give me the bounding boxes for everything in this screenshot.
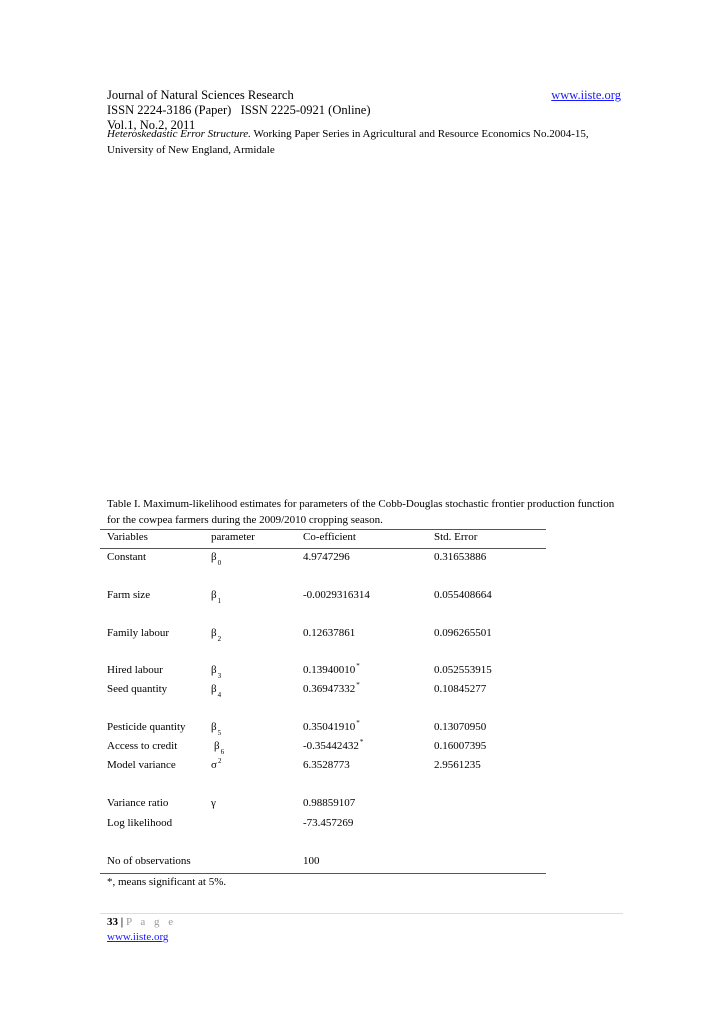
coefficient-value: 4.9747296 [303,551,350,563]
parameter-symbol: β [211,683,217,695]
coefficient-value: -73.457269 [303,817,354,829]
coefficient-value: 0.36947332 [303,683,356,695]
parameter-subscript: 4 [217,691,222,699]
row-parameter [211,589,220,603]
parameter-subscript: 2 [217,635,222,643]
row-coefficient [303,683,359,697]
volume-line: Vol.1, No.2, 2011 [107,118,196,132]
row-parameter [211,664,220,678]
row-variable: Constant [107,551,147,563]
table-top-rule [100,529,546,530]
row-parameter [211,551,220,565]
row-std-error: 0.13070950 [434,721,487,733]
coefficient-value: 0.12637861 [303,627,356,639]
coefficient-value: -0.35442432 [303,740,359,752]
row-coefficient [303,721,359,735]
row-coefficient [303,855,320,868]
row-variable: Log likelihood [107,817,173,829]
significance-mark: * [359,738,364,746]
row-parameter [211,683,220,697]
issn-line: ISSN 2224-3186 (Paper) ISSN 2225-0921 (Online) [107,103,371,117]
row-variable: Hired labour [107,664,163,676]
parameter-symbol: β [211,589,217,601]
row-variable: Farm size [107,589,151,601]
parameter-superscript: 2 [217,757,222,765]
reference-title: Heteroskedastic Error Structure. [107,128,251,140]
coefficient-value: 6.3528773 [303,759,350,771]
significance-mark: * [356,719,360,727]
row-variable: Access to credit [107,740,178,752]
parameter-symbol: β [211,551,217,563]
parameter-symbol: β [211,627,217,639]
row-variable: Model variance [107,759,176,771]
header-std-error: Std. Error [434,531,478,543]
table-footnote: *, means significant at 5%. [107,876,227,888]
row-parameter [211,759,220,773]
parameter-subscript: 0 [217,559,222,567]
reference-rest: Working Paper Series in Agricultural and Resource Economics No.2004-15, University of New England, Armidale [107,128,589,156]
row-std-error: 0.10845277 [434,683,487,695]
parameter-subscript: 3 [217,672,222,680]
row-parameter [214,740,223,754]
page-number [107,916,176,928]
coefficient-value: -0.0029316314 [303,589,370,601]
parameter-subscript: 5 [217,729,222,737]
coefficient-value: 0.98859107 [303,797,356,809]
coefficient-value: 0.35041910 [303,721,356,733]
row-variable: Variance ratio [107,797,169,809]
parameter-subscript: 1 [217,597,222,605]
row-parameter [211,721,220,735]
row-coefficient [303,551,350,564]
table-bottom-rule [100,873,546,874]
row-variable: Family labour [107,627,170,639]
row-std-error: 0.096265501 [434,627,492,639]
row-std-error: 0.31653886 [434,551,487,563]
footer-site-link[interactable]: www.iiste.org [107,931,169,943]
row-std-error: 0.055408664 [434,589,492,601]
page-number-value: 33 [107,916,118,928]
parameter-symbol: β [211,721,217,733]
reference-text [107,126,623,158]
coefficient-value: 100 [303,855,320,867]
parameter-subscript: 6 [220,748,225,756]
footer-divider [100,913,623,914]
parameter-symbol: β [214,740,220,752]
header-variables: Variables [107,531,148,543]
row-std-error: 2.9561235 [434,759,481,771]
page-word: P a g e [125,916,177,928]
row-coefficient [303,664,359,678]
table-header-rule [100,548,546,549]
page-separator: | [118,916,126,928]
row-coefficient [303,759,350,772]
header-parameter: parameter [211,531,255,543]
header-coefficient: Co-efficient [303,531,356,543]
row-coefficient [303,817,353,830]
row-variable: Seed quantity [107,683,168,695]
parameter-symbol: γ [211,797,216,809]
journal-url-link[interactable]: www.iiste.org [551,88,621,102]
parameter-symbol: σ [211,759,217,771]
row-variable: No of observations [107,855,191,867]
parameter-symbol: β [211,664,217,676]
row-coefficient [303,589,370,602]
journal-title: Journal of Natural Sciences Research [107,88,294,102]
coefficient-value: 0.13940010 [303,664,356,676]
row-variable: Pesticide quantity [107,721,186,733]
row-coefficient [303,797,355,810]
row-parameter [211,627,220,641]
significance-mark: * [356,681,360,689]
row-std-error: 0.16007395 [434,740,487,752]
significance-mark: * [356,662,360,670]
row-coefficient [303,627,355,640]
row-std-error: 0.052553915 [434,664,492,676]
row-coefficient [303,740,362,754]
row-parameter [211,797,216,810]
table-caption: Table I. Maximum-likelihood estimates for parameters of the Cobb-Douglas stochastic frontier production function for the cowpea farmers during the 2009/2010 cropping season. [107,498,615,526]
